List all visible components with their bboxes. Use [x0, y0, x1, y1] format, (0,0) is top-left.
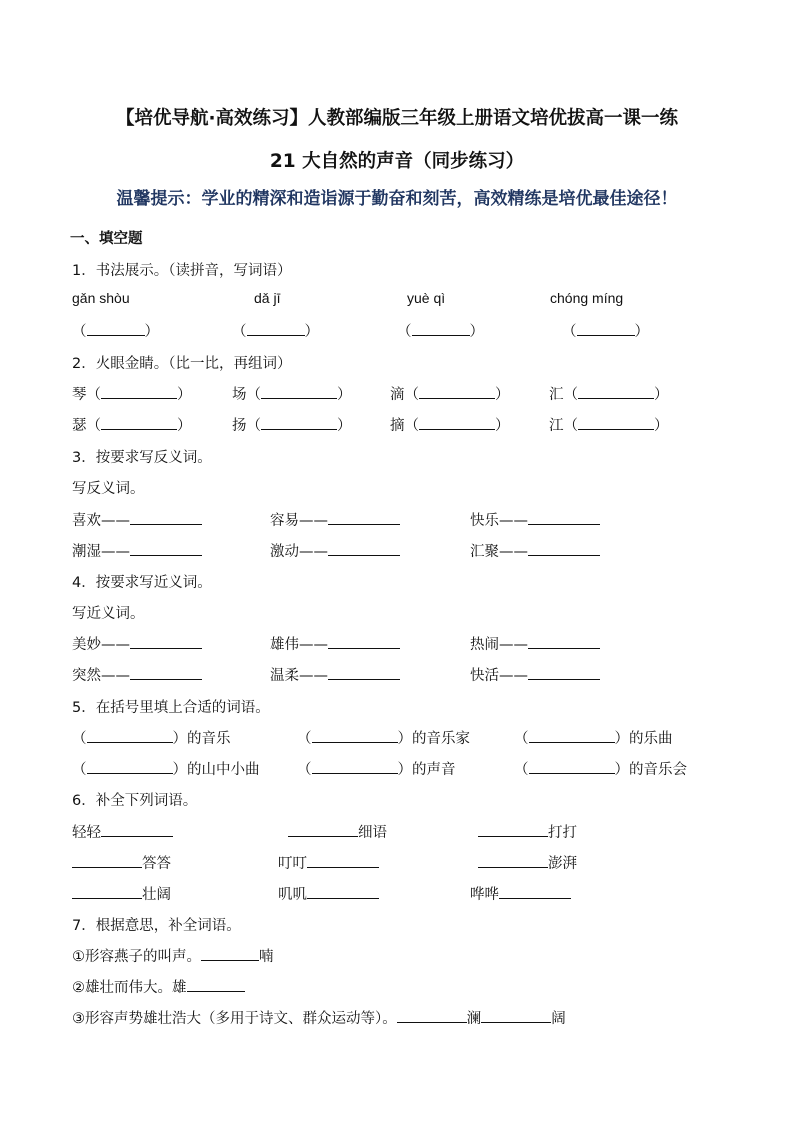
- pinyin-3: yuè qì: [407, 290, 446, 306]
- answer-box-4[interactable]: （ ）: [562, 320, 649, 341]
- antonym-item[interactable]: 容易——: [270, 509, 400, 530]
- answer-box-1[interactable]: （ ）: [72, 320, 159, 341]
- compare-item[interactable]: 摘（ ）: [390, 414, 510, 435]
- answer-box-2[interactable]: （ ）: [232, 320, 319, 341]
- pinyin-4: chóng míng: [550, 290, 624, 306]
- antonym-item[interactable]: 激动——: [270, 540, 400, 561]
- fill-phrase-item[interactable]: （ ）的音乐家: [297, 727, 470, 748]
- complete-word-item[interactable]: 叽叽: [278, 883, 379, 904]
- question-5-stem: 5．在括号里填上合适的词语。: [72, 700, 270, 716]
- antonym-item[interactable]: 喜欢——: [72, 509, 202, 530]
- answer-box-3[interactable]: （ ）: [397, 320, 484, 341]
- question-4-stem: 4．按要求写近义词。: [72, 575, 212, 591]
- meaning-item-3[interactable]: ③形容声势雄壮浩大（多用于诗文、群众运动等）。 澜 阔: [72, 1007, 566, 1028]
- complete-word-item[interactable]: 叮叮: [278, 852, 379, 873]
- antonym-item[interactable]: 潮湿——: [72, 540, 202, 561]
- fill-phrase-item[interactable]: （ ）的音乐: [72, 727, 231, 748]
- compare-item[interactable]: 场（ ）: [232, 383, 352, 404]
- question-7-stem: 7．根据意思，补全词语。: [72, 918, 241, 934]
- complete-word-item[interactable]: 打打: [478, 821, 577, 842]
- worksheet-title: 【培优导航·高效练习】人教部编版三年级上册语文培优拔高一课一练: [115, 108, 679, 129]
- lesson-title: 21 大自然的声音（同步练习）: [269, 151, 525, 172]
- synonym-item[interactable]: 突然——: [72, 664, 202, 685]
- question-4-sub: 写近义词。: [72, 606, 145, 622]
- synonym-item[interactable]: 快活——: [470, 664, 600, 685]
- question-6-stem: 6．补全下列词语。: [72, 793, 198, 809]
- synonym-item[interactable]: 美妙——: [72, 633, 202, 654]
- complete-word-item[interactable]: 哗哗: [470, 883, 571, 904]
- antonym-item[interactable]: 汇聚——: [470, 540, 600, 561]
- compare-item[interactable]: 扬（ ）: [232, 414, 352, 435]
- complete-word-item[interactable]: 轻轻: [72, 821, 173, 842]
- tip-text: 温馨提示：学业的精深和造诣源于勤奋和刻苦，高效精练是培优最佳途径！: [116, 189, 678, 209]
- complete-word-item[interactable]: 澎湃: [478, 852, 577, 873]
- question-2-stem: 2．火眼金睛。（比一比，再组词）: [72, 356, 292, 372]
- fill-phrase-item[interactable]: （ ）的音乐会: [514, 758, 687, 779]
- question-3-stem: 3．按要求写反义词。: [72, 450, 212, 466]
- question-3-sub: 写反义词。: [72, 481, 145, 497]
- compare-item[interactable]: 琴（ ）: [72, 383, 192, 404]
- synonym-item[interactable]: 热闹——: [470, 633, 600, 654]
- antonym-item[interactable]: 快乐——: [470, 509, 600, 530]
- compare-item[interactable]: 汇（ ）: [549, 383, 669, 404]
- meaning-item-1[interactable]: ①形容燕子的叫声。 喃: [72, 945, 274, 966]
- fill-phrase-item[interactable]: （ ）的乐曲: [514, 727, 673, 748]
- section-heading: 一、填空题: [70, 231, 143, 247]
- pinyin-1: gǎn shòu: [72, 290, 130, 306]
- synonym-item[interactable]: 温柔——: [270, 664, 400, 685]
- complete-word-item[interactable]: 壮阔: [72, 883, 171, 904]
- compare-item[interactable]: 滴（ ）: [390, 383, 510, 404]
- synonym-item[interactable]: 雄伟——: [270, 633, 400, 654]
- complete-word-item[interactable]: 答答: [72, 852, 171, 873]
- compare-item[interactable]: 江（ ）: [549, 414, 669, 435]
- fill-phrase-item[interactable]: （ ）的山中小曲: [72, 758, 260, 779]
- complete-word-item[interactable]: 细语: [288, 821, 387, 842]
- pinyin-2: dǎ jī: [254, 290, 281, 306]
- fill-phrase-item[interactable]: （ ）的声音: [297, 758, 456, 779]
- meaning-item-2[interactable]: ②雄壮而伟大。雄: [72, 976, 245, 997]
- question-1-stem: 1．书法展示。（读拼音，写词语）: [72, 263, 292, 279]
- compare-item[interactable]: 瑟（ ）: [72, 414, 192, 435]
